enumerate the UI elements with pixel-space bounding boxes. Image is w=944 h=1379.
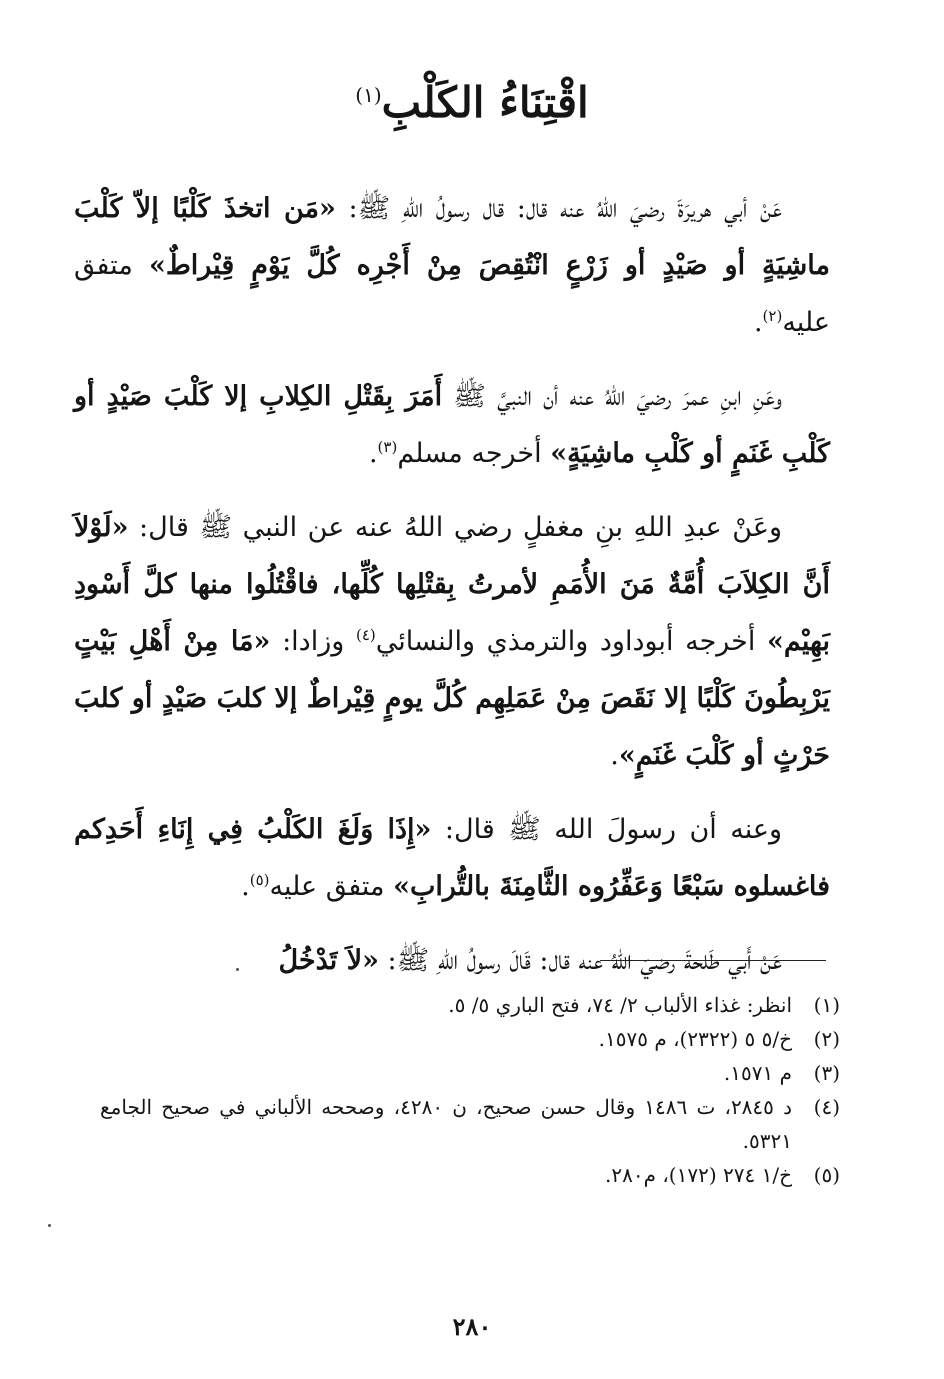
paragraph (74, 180, 830, 351)
paragraph-source: متفق عليه (269, 871, 394, 902)
footnote-text: خ/١ ٢٧٤ (١٧٢)، م٢٨٠. (605, 1163, 792, 1187)
hadith-quote-addition: «مَا مِنْ أَهْلِ بَيْتٍ يَرْبِطُونَ كَلْبًا إلا نَقَصَ مِنْ عَمَلِهِم كُلَّ يومٍ قِيْراطٌ إلا كلبَ صَيْدٍ أو كلبَ حَرْثٍ أو كَلْبَ غَنَمٍ» (74, 626, 830, 771)
paragraph-end: . (610, 740, 619, 771)
paragraph-source: متفق عليه (74, 250, 830, 338)
footnote-number: (٥) (813, 1163, 840, 1187)
footnote-number: (٤) (813, 1095, 840, 1119)
paragraph (74, 801, 830, 915)
paragraph-source: أخرجه أبوداود والترمذي والنسائي (375, 626, 768, 657)
paragraph-source: أخرجه مسلم (397, 438, 551, 469)
footnote (100, 988, 840, 1022)
footnote (100, 1090, 840, 1158)
footnote-text: د ٢٨٤٥، ت ١٤٨٦ وقال حسن صحيح، ن ٤٢٨٠، وصححه الألباني في صحيح الجامع ٥٣٢١. (100, 1095, 793, 1153)
paragraph-intro: وعنه أن رسولَ الله ﷺ قال: (431, 814, 782, 845)
footnote-text: خ/٥ ٥ (٢٣٢٢)، م ١٥٧٥. (598, 1027, 792, 1051)
footnote-ref: (٥) (249, 871, 270, 889)
hadith-quote: أَمَرَ بِقَتْلِ الكِلابِ إلا كَلْبَ صَيْدٍ أو كَلْبِ غَنَمٍ أو كَلْبِ ماشِيَةٍ» (74, 381, 830, 469)
paragraph-end: . (753, 307, 763, 338)
page-number: ٢٨٠ (452, 1312, 492, 1341)
footnotes (100, 988, 840, 1192)
chapter-title-text: اقْتِنَاءُ الكَلْبِ (381, 78, 589, 127)
paragraph-intro: وعَنِ ابنِ عمرَ رضيَ اللهُ عنه أن النبيَّ ﷺ (442, 381, 783, 412)
paragraph-mid: وزادا: (270, 626, 356, 657)
scan-speck (48, 1224, 51, 1227)
footnote-number: (٣) (813, 1061, 840, 1085)
footnote-number: (٢) (813, 1027, 840, 1051)
scan-speck (236, 968, 239, 971)
footnote (100, 1056, 840, 1090)
paragraph-end: . (368, 438, 378, 469)
footnote (100, 1158, 840, 1192)
footnote-text: انظر: غذاء الألباب ٢/ ٧٤، فتح الباري ٥/ ٥. (448, 993, 792, 1017)
paragraph-intro: عَنْ أَبي طَلحةَ رضيَ اللهُ عنه قال: قَالَ رسولُ اللهِ ﷺ: (378, 945, 782, 976)
main-text (74, 180, 830, 1006)
footnote-number: (١) (813, 993, 840, 1017)
footnote-text: م ١٥٧١. (723, 1061, 792, 1085)
hadith-quote: «لَوْلاَ أَنَّ الكِلاَبَ أُمَّةٌ مَنَ الأُمَمِ لأمرتُ بِقتْلِها كُلِّها، فاقْتُلُوا منها كلَّ أَسْودِ بَهِيْم» (74, 512, 830, 657)
chapter-title (0, 78, 944, 128)
hadith-quote: «لاَ تَدْخُلُ (278, 945, 379, 976)
paragraph-end: . (241, 871, 250, 902)
title-footnote-ref: (١) (355, 83, 382, 107)
footnote-ref: (٣) (377, 438, 398, 456)
footnote (100, 1022, 840, 1056)
paragraph-intro: وعَنْ عبدِ اللهِ بنِ مغفلٍ رضي اللهُ عنه عن النبي ﷺ قال: (128, 512, 782, 543)
footnote-divider (600, 960, 826, 961)
paragraph-intro: عَنْ أبي هريرَةَ رضيَ اللهُ عنه قال: قال رسولُ اللهِ ﷺ: (335, 193, 782, 224)
footnote-ref: (٤) (355, 626, 376, 644)
hadith-quote: «إِذَا وَلَغَ الكَلْبُ فِي إِنَاءِ أَحَدِكم فاغسلوه سَبْعًا وَعَفِّرُوه الثَّامِنَةَ بالتُّرابِ» (74, 814, 830, 902)
hadith-quote: «مَن اتخذَ كَلْبًا إلاّ كَلْبَ ماشِيَةٍ أو صَيْدٍ أو زَرْعٍ انْتُقِصَ مِنْ أَجْرِه كُلَّ يَوْمٍ قِيْراطٌ» (74, 193, 830, 281)
paragraph (74, 499, 830, 784)
footnote-ref: (٢) (762, 307, 783, 325)
paragraph (74, 368, 830, 482)
